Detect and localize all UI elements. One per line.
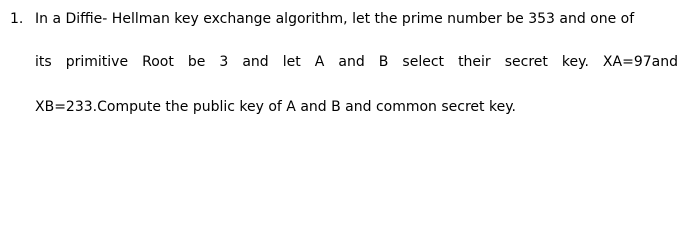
- question-text-line-1: In a Diffie- Hellman key exchange algorithm, let the prime number be 353 and one of: [35, 11, 635, 27]
- question-text-line-2: its primitive Root be 3 and let A and B select their secret key. XA=97and: [35, 54, 678, 70]
- question-item: [10, 0, 678, 128]
- question-number: 1.: [10, 11, 24, 27]
- question-text-line-3: XB=233.Compute the public key of A and B and common secret key.: [35, 99, 516, 115]
